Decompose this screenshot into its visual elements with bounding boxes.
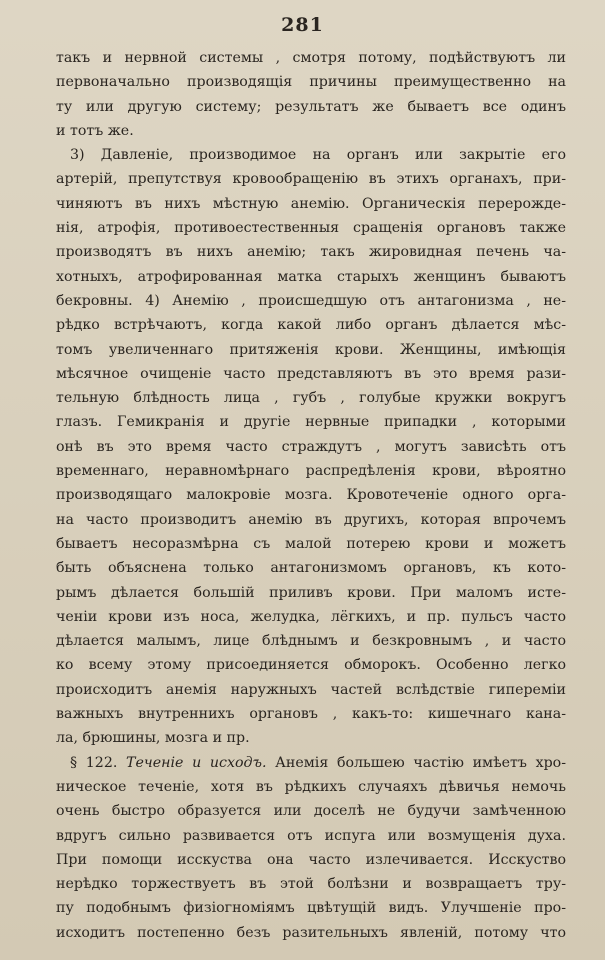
text-line: пу подобнымъ физіогноміямъ цвѣтущій видъ. Улучшеніе про-	[56, 900, 566, 917]
text-line: нерѣдко торжествуетъ въ этой болѣзни и возвращаетъ тру-	[56, 876, 566, 893]
text-line: очень быстро образуется или доселѣ не будучи замѣченною	[56, 803, 566, 820]
text-line: дѣлается малымъ, лице блѣднымъ и безкровнымъ , и часто	[56, 633, 566, 650]
section-text: Анемія большею частію имѣетъ хро-	[275, 754, 566, 771]
text-line: тельную блѣдность лица , губъ , голубые кружки вокругъ	[56, 390, 566, 407]
text-line: ченіи крови изъ носа, желудка, лёгкихъ, и пр. пульсъ часто	[56, 608, 566, 625]
text-line: быть объяснена только антагонизмомъ органовъ, къ кото-	[56, 560, 566, 577]
text-line: исходитъ постепенно безъ разительныхъ явленій, потому что	[56, 924, 566, 941]
text-line: нія, атрофія, противоестественныя сращенія органовъ также	[56, 220, 566, 237]
text-line: бекровны. 4) Анемію , происшедшую отъ антагонизма , не-	[56, 292, 566, 309]
text-line: ко всему этому присоединяется обморокъ. Особенно легко	[56, 657, 566, 674]
text-line: артерій, препутствуя кровообращенію въ этихъ органахъ, при-	[56, 171, 566, 188]
text-line: мѣсячное очищеніе часто представляютъ въ это время рази-	[56, 365, 566, 382]
text-line: 3) Давленіе, производимое на органъ или закрытіе его	[70, 147, 566, 164]
body-text	[56, 46, 566, 945]
text-line: рѣдко встрѣчаютъ, когда какой либо органъ дѣлается мѣс-	[56, 317, 566, 334]
text-line: вдругъ сильно развивается отъ испуга или возмущенія духа.	[56, 827, 566, 844]
text-line: временнаго, неравномѣрнаго распредѣленія крови, вѣроятно	[56, 463, 566, 480]
text-line: бываетъ несоразмѣрна съ малой потерею крови и можетъ	[56, 535, 566, 552]
text-line: чиняютъ въ нихъ мѣстную анемію. Органическія перерожде-	[56, 195, 566, 212]
text-line: томъ увеличеннаго притяженія крови. Женщины, имѣющія	[56, 341, 566, 358]
section-number: § 122.	[70, 754, 118, 771]
text-line: При помощи исскуства она часто излечивается. Исскуство	[56, 851, 566, 868]
text-line: первоначально производящія причины преимущественно на	[56, 74, 566, 91]
section-heading-line	[56, 751, 566, 775]
text-line: происходитъ анемія наружныхъ частей вслѣдствіе гипереміи	[56, 681, 566, 698]
text-line: и тотъ же.	[56, 122, 134, 139]
text-line: ла, брюшины, мозга и пр.	[56, 730, 250, 747]
text-line: такъ и нервной системы , смотря потому, подѣйствуютъ ли	[56, 50, 566, 66]
text-line: хотныхъ, атрофированная матка старыхъ женщинъ бываютъ	[56, 268, 566, 285]
text-line: производятъ въ нихъ анемію; такъ жировидная печень ча-	[56, 244, 566, 261]
section-title: Теченіе и исходъ.	[126, 754, 267, 771]
text-line: онѣ въ это время часто страждутъ , могутъ зависѣть отъ	[56, 438, 566, 455]
text-line: ту или другую систему; результатъ же бываетъ все одинъ	[56, 98, 566, 115]
text-line: важныхъ внутреннихъ органовъ , какъ-то: кишечнаго кана-	[56, 706, 566, 723]
text-line: ническое теченіе, хотя въ рѣдкихъ случаяхъ дѣвичья немочь	[56, 778, 566, 795]
text-line: глазъ. Гемикранія и другіе нервные припадки , которыми	[56, 414, 566, 431]
text-line: производящаго малокровіе мозга. Кровотеченіе одного орга-	[56, 487, 566, 504]
text-line: на часто производитъ анемію въ другихъ, которая впрочемъ	[56, 511, 566, 528]
text-line: рымъ дѣлается большій приливъ крови. При маломъ исте-	[56, 584, 566, 601]
page-number: 281	[281, 14, 324, 36]
